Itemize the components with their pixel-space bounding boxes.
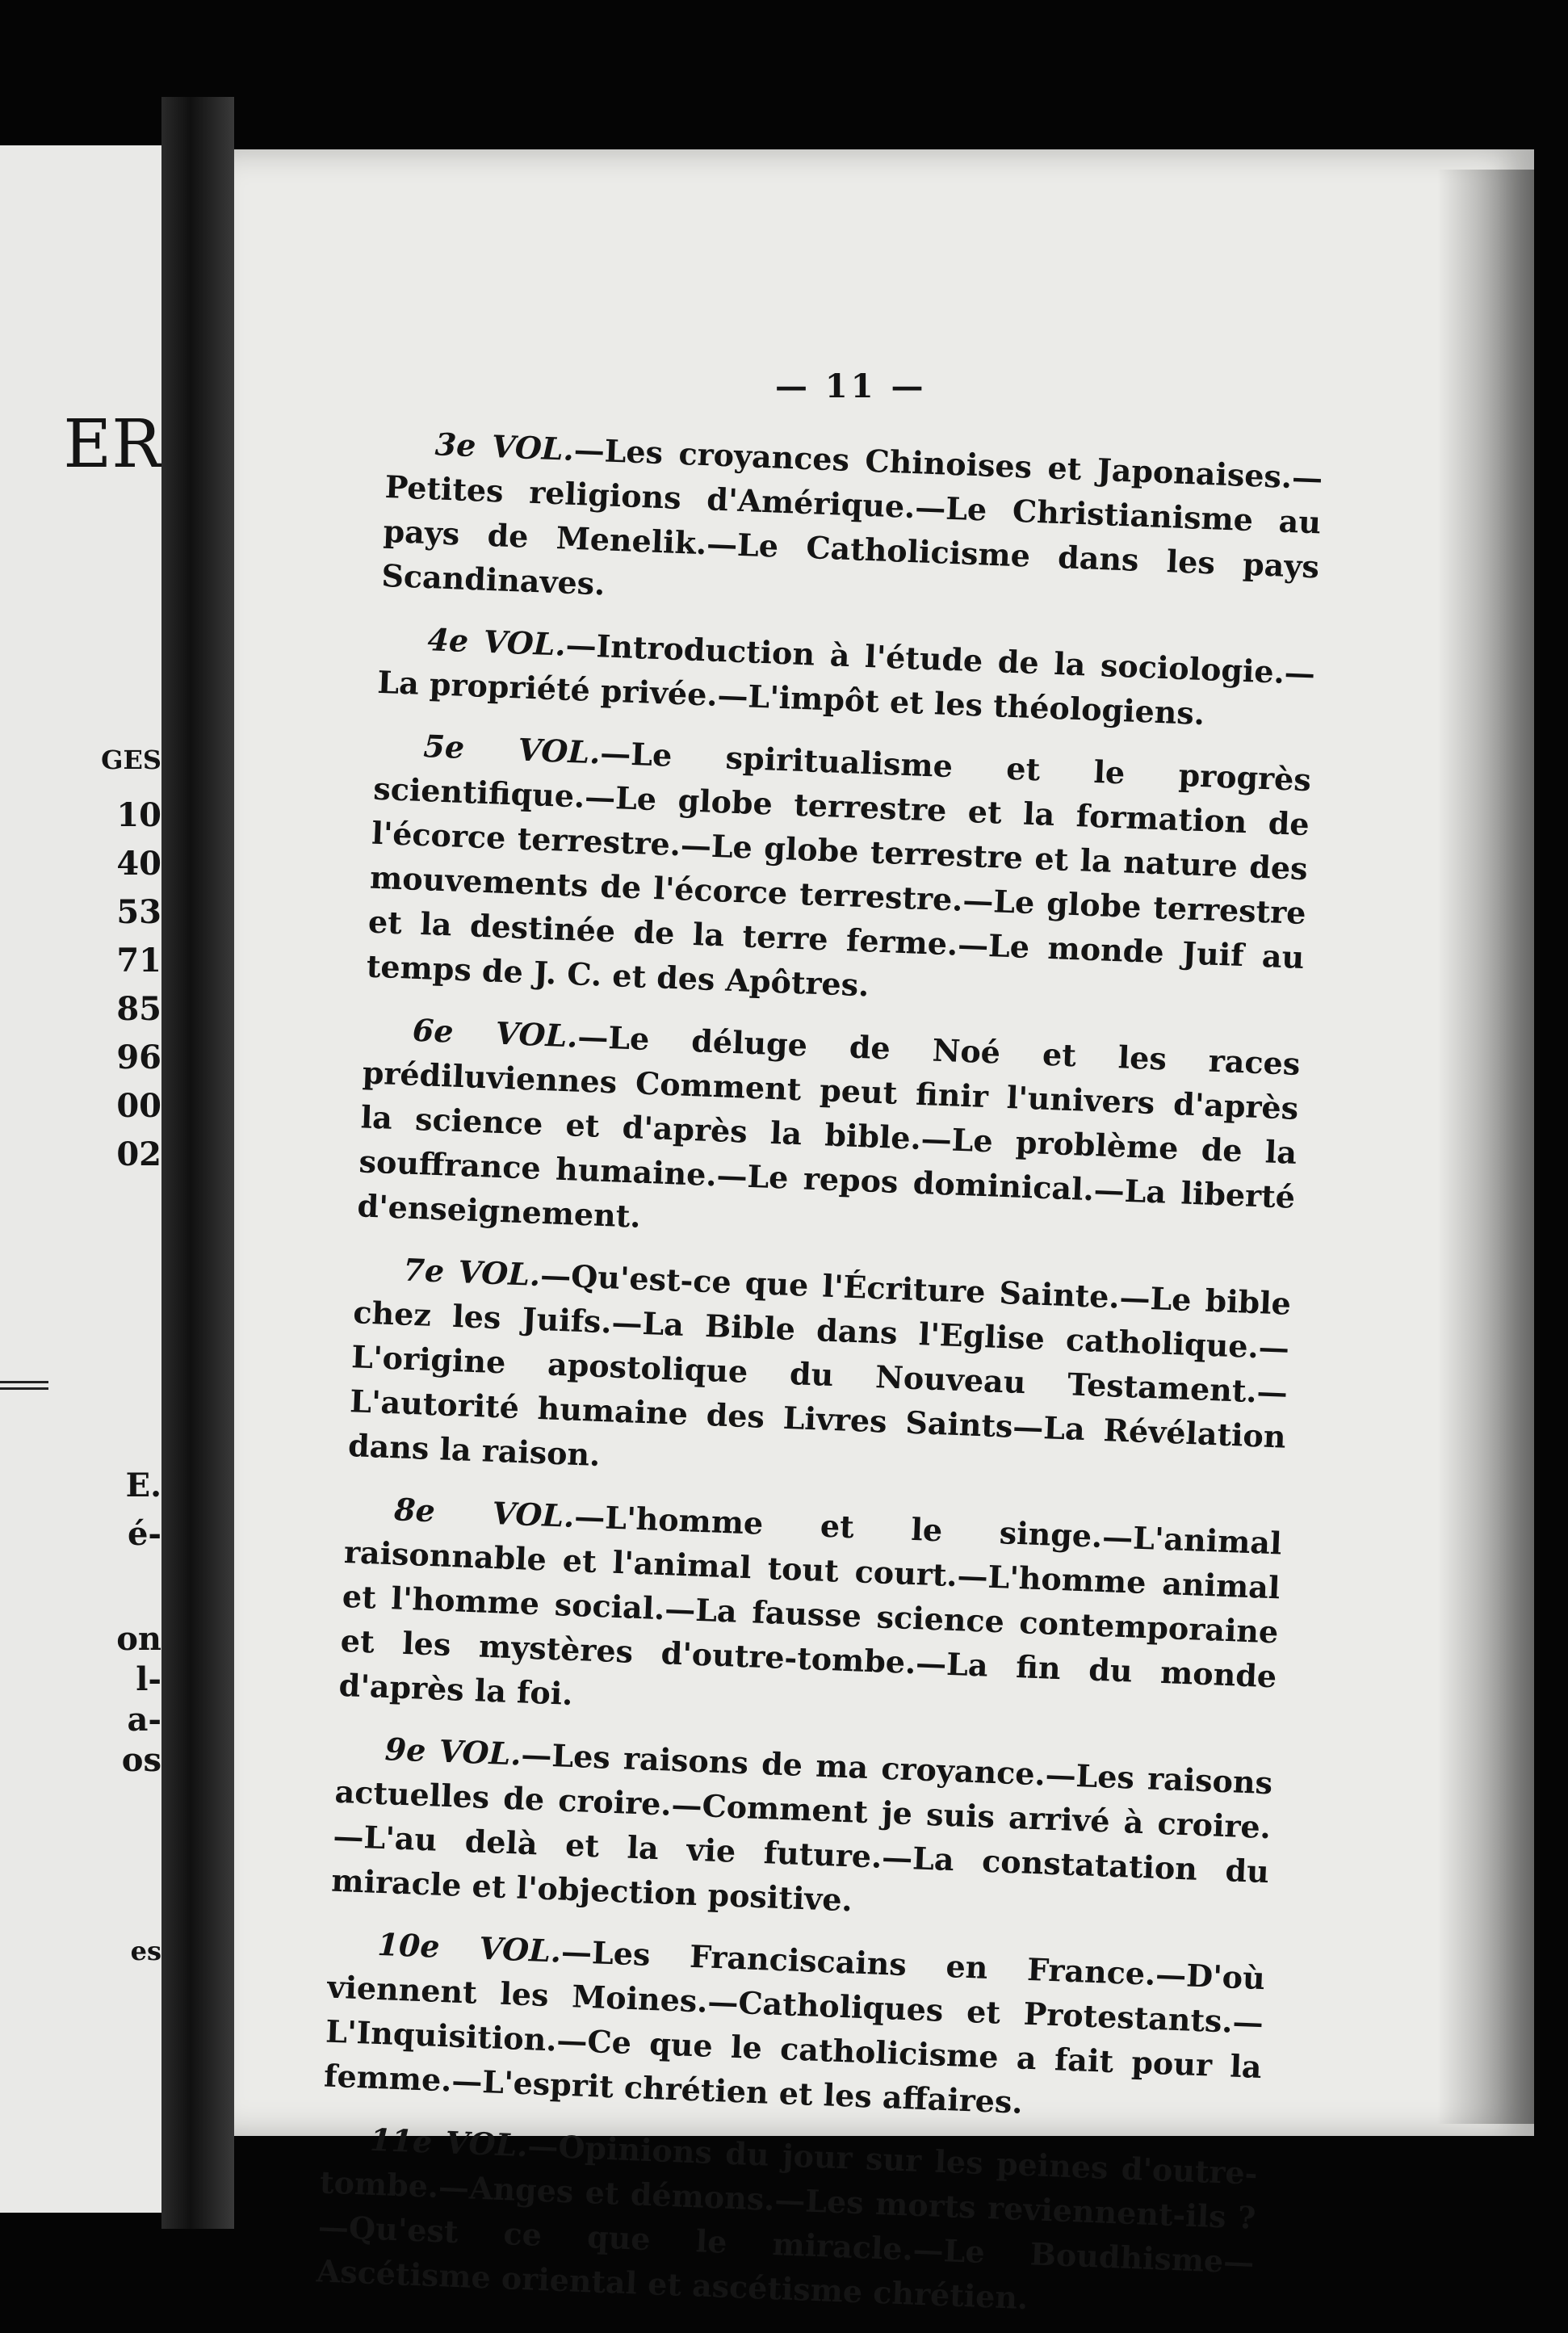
left-frag-number: 02 bbox=[116, 1135, 161, 1173]
volume-entry bbox=[316, 2115, 1259, 2328]
book-gutter bbox=[161, 97, 234, 2229]
left-frag-number: 53 bbox=[116, 893, 161, 931]
volume-label: 3e VOL. bbox=[434, 426, 575, 468]
volume-label: 7e VOL. bbox=[402, 1251, 542, 1294]
volume-label: 11e VOL. bbox=[369, 2121, 529, 2164]
volume-label: 4e VOL. bbox=[426, 621, 567, 663]
volume-text: —Les Franciscains en France.—D'où viennent les Moines.—Catholiques et Protestants.—L'Inquisition.—Ce que le catholicisme a fait pour la femme.—L'esprit chrétien et les affaires. bbox=[323, 1932, 1266, 2121]
volume-entry bbox=[330, 1725, 1273, 1938]
volume-label: 5e VOL. bbox=[422, 728, 602, 771]
left-frag-text: a- bbox=[127, 1701, 161, 1739]
volume-list bbox=[315, 420, 1323, 2333]
left-frag-text: l- bbox=[136, 1660, 161, 1698]
volume-entry bbox=[338, 1485, 1283, 1743]
left-divider bbox=[0, 1387, 48, 1390]
page-number: — 11 — bbox=[775, 367, 927, 405]
volume-label: 8e VOL. bbox=[393, 1491, 576, 1534]
left-frag-text: é- bbox=[127, 1515, 161, 1553]
left-frag-title: ER bbox=[63, 406, 161, 483]
left-divider bbox=[0, 1381, 48, 1383]
volume-label: 6e VOL. bbox=[412, 1011, 579, 1055]
volume-label: 9e VOL. bbox=[384, 1731, 522, 1773]
volume-text: —Opinions du jour sur les peines d'outre-tombe.—Anges et démons.—Les morts reviennent-ils ?—Qu'est ce que le miracle.—Le Boudhisme—Ascétisme oriental et ascétisme chrétien. bbox=[316, 2127, 1259, 2317]
left-frag-text: es bbox=[130, 1936, 161, 1966]
left-frag-number: 96 bbox=[116, 1039, 161, 1076]
volume-entry bbox=[381, 420, 1324, 633]
left-frag-text: os bbox=[121, 1741, 161, 1779]
left-frag-header: GES bbox=[101, 745, 161, 775]
left-frag-text: on bbox=[116, 1620, 161, 1658]
volume-entry bbox=[323, 1920, 1266, 2134]
left-frag-number: 71 bbox=[116, 942, 161, 980]
page-edge-shadow bbox=[1437, 170, 1534, 2124]
left-frag-number: 40 bbox=[116, 845, 161, 883]
volume-text: —Les croyances Chinoises et Japonaises.—Petites religions d'Amérique.—Le Christianisme au pays de Menelik.—Le Catholicisme dans les pays Scandinaves. bbox=[380, 430, 1323, 602]
volume-text: —Le déluge de Noé et les races prédiluviennes Comment peut finir l'univers d'après la science et d'après la bible.—Le problème de la souffrance humaine.—Le repos dominical.—La liberté d'enseignement. bbox=[356, 1018, 1302, 1235]
volume-text: —Introduction à l'étude de la sociologie.—La propriété privée.—L'impôt et les théologiens. bbox=[376, 626, 1316, 732]
left-frag-number: 10 bbox=[116, 796, 161, 834]
volume-label: 10e VOL. bbox=[376, 1925, 563, 1970]
volume-text: —Le spiritualisme et le progrès scientifique.—Le globe terrestre et la formation de l'écorce terrestre.—Le globe terrestre et la nature des mouvements de l'écorce terrestre.—Le globe terrestre et la destinée de la terre ferme.—Le monde Juif au temps de J. C. et des Apôtres. bbox=[366, 734, 1312, 1004]
volume-entry bbox=[366, 722, 1312, 1024]
left-frag-text: E. bbox=[125, 1467, 161, 1504]
volume-text: —Qu'est-ce que l'Écriture Sainte.—Le bible chez les Juifs.—La Bible dans l'Eglise catholique.—L'origine apostolique du Nouveau Testament.—L'autorité humaine des Livres Saints—La Révélation dans la raison. bbox=[347, 1257, 1292, 1474]
volume-entry bbox=[376, 615, 1315, 740]
volume-entry bbox=[357, 1005, 1302, 1263]
volume-entry bbox=[347, 1245, 1292, 1503]
left-frag-number: 00 bbox=[116, 1087, 161, 1125]
volume-text: —Les raisons de ma croyance.—Les raisons actuelles de croire.—Comment je suis arrivé à croire.—L'au delà et la vie future.—La constatation du miracle et l'objection positive. bbox=[330, 1735, 1273, 1919]
left-frag-number: 85 bbox=[116, 990, 161, 1028]
volume-text: —L'homme et le singe.—L'animal raisonnable et l'animal tout court.—L'homme animal et l'homme social.—La fausse science contemporaine et les mystères d'outre-tombe.—La fin du monde d'après la foi. bbox=[337, 1497, 1283, 1712]
left-page-fragment bbox=[0, 145, 161, 2213]
